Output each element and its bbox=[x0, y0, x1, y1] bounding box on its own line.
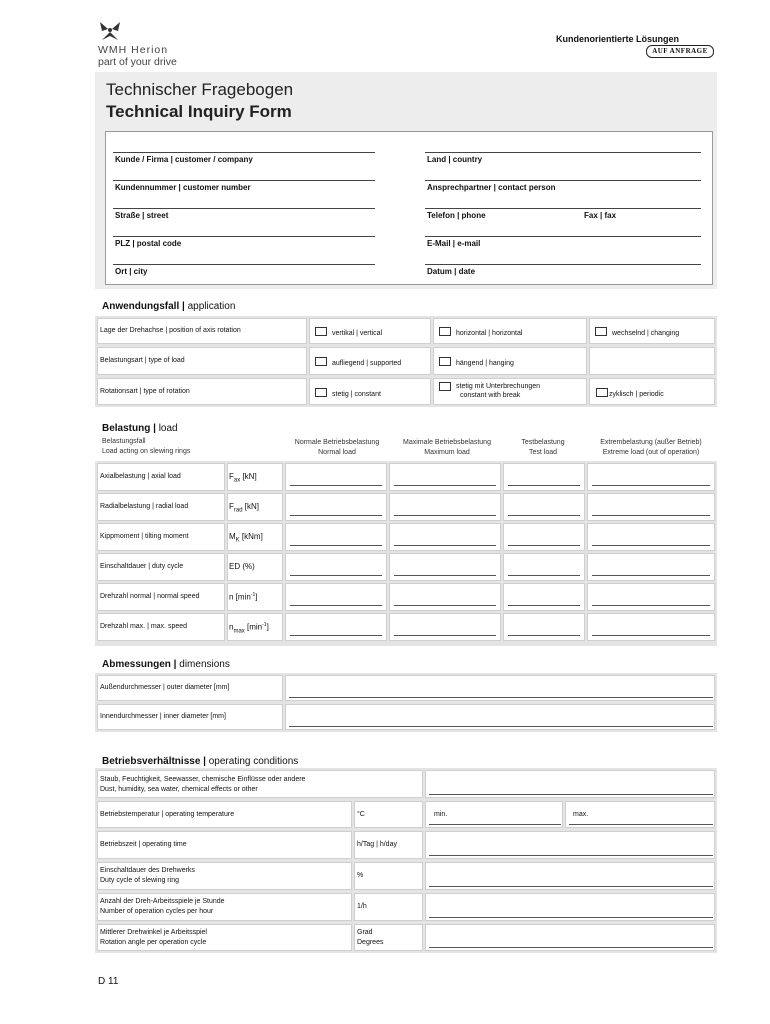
app-row-rotation-label: Rotationsart | type of rotation bbox=[100, 388, 190, 395]
load-value-cell[interactable] bbox=[389, 613, 501, 641]
field-city[interactable]: Ort | city bbox=[115, 267, 148, 276]
load-value-cell[interactable] bbox=[587, 553, 715, 581]
checkbox-icon bbox=[596, 388, 608, 397]
app-row-axis-label: Lage der Drehachse | position of axis rotation bbox=[100, 327, 241, 334]
load-row-label: Radialbelastung | radial load bbox=[100, 503, 189, 510]
checkbox-icon bbox=[315, 357, 327, 366]
load-value-cell[interactable] bbox=[587, 613, 715, 641]
checkbox-icon bbox=[315, 388, 327, 397]
request-stamp: AUF ANFRAGE bbox=[646, 45, 714, 58]
op-angle-unit: Grad Degrees bbox=[357, 929, 384, 946]
section-load: Belastung | load bbox=[102, 423, 178, 434]
load-row-label: Einschaltdauer | duty cycle bbox=[100, 563, 184, 570]
load-row-symbol: $M_K$ [kNm] bbox=[229, 532, 263, 544]
load-value-cell[interactable] bbox=[285, 553, 387, 581]
checkbox-icon bbox=[595, 327, 607, 336]
field-postal-code[interactable]: PLZ | postal code bbox=[115, 239, 182, 248]
op-temperature-label: Betriebstemperatur | operating temperature bbox=[100, 811, 235, 818]
load-value-cell[interactable] bbox=[587, 583, 715, 611]
load-value-cell[interactable] bbox=[389, 493, 501, 521]
load-value-cell[interactable] bbox=[587, 523, 715, 551]
checkbox-hanging[interactable]: hängend | hanging bbox=[439, 357, 514, 367]
load-case-en: Load acting on slewing rings bbox=[102, 448, 191, 455]
load-value-input[interactable] bbox=[394, 575, 496, 576]
load-row-symbol: $F_{ax}$ [kN] bbox=[229, 472, 257, 484]
op-cycles-label: Anzahl der Dreh-Arbeitsspiele je Stunde Number of operation cycles per hour bbox=[100, 898, 225, 915]
load-value-cell[interactable] bbox=[389, 583, 501, 611]
header-title: Kundenorientierte Lösungen bbox=[556, 34, 680, 44]
load-value-cell[interactable] bbox=[285, 463, 387, 491]
op-angle-label: Mittlerer Drehwinkel je Arbeitsspiel Rotation angle per operation cycle bbox=[100, 929, 207, 946]
section-operating-conditions: Betriebsverhältnisse | operating conditions bbox=[102, 756, 299, 767]
op-environment-label: Staub, Feuchtigkeit, Seewasser, chemische Einflüsse oder andere Dust, humidity, sea water, chemical effects or other bbox=[100, 776, 306, 793]
load-value-input[interactable] bbox=[394, 515, 496, 516]
load-value-cell[interactable] bbox=[503, 523, 585, 551]
logo-mark-icon bbox=[98, 20, 122, 42]
app-row-load-label: Belastungsart | type of load bbox=[100, 357, 185, 364]
logo bbox=[98, 20, 188, 68]
load-value-cell[interactable] bbox=[503, 493, 585, 521]
checkbox-icon bbox=[439, 357, 451, 366]
cycles-per-hour-input[interactable] bbox=[429, 917, 713, 918]
op-duty-cycle-unit: % bbox=[357, 872, 364, 879]
load-value-cell[interactable] bbox=[285, 583, 387, 611]
load-value-input[interactable] bbox=[290, 485, 382, 486]
load-value-input[interactable] bbox=[290, 575, 382, 576]
load-value-cell[interactable] bbox=[587, 493, 715, 521]
load-value-cell[interactable] bbox=[285, 523, 387, 551]
load-value-input[interactable] bbox=[290, 635, 382, 636]
op-temperature-min: min. bbox=[434, 811, 448, 818]
load-value-cell[interactable] bbox=[503, 613, 585, 641]
load-value-input[interactable] bbox=[592, 605, 710, 606]
field-street[interactable]: Straße | street bbox=[115, 211, 169, 220]
checkbox-constant[interactable]: stetig | constant bbox=[315, 388, 381, 398]
col-maximum-load: Maximale Betriebsbelastung Maximum load bbox=[403, 439, 491, 456]
load-value-input[interactable] bbox=[592, 575, 710, 576]
load-value-cell[interactable] bbox=[587, 463, 715, 491]
field-email[interactable]: E-Mail | e-mail bbox=[427, 239, 481, 248]
checkbox-constant-with-break[interactable]: stetig mit Unterbrechungen constant with break bbox=[439, 382, 540, 400]
load-value-cell[interactable] bbox=[503, 583, 585, 611]
col-normal-load: Normale Betriebsbelastung Normal load bbox=[294, 439, 380, 456]
temperature-max-input[interactable] bbox=[569, 824, 713, 825]
section-dimensions: Abmessungen | dimensions bbox=[102, 659, 230, 670]
op-time-unit: h/Tag | h/day bbox=[357, 841, 397, 848]
load-value-cell[interactable] bbox=[389, 523, 501, 551]
section-application: Anwendungsfall | application bbox=[102, 301, 236, 312]
op-temperature-max: max. bbox=[573, 811, 589, 818]
field-date[interactable]: Datum | date bbox=[427, 267, 476, 276]
col-test-load: Testbelastung Test load bbox=[521, 439, 565, 456]
load-row-symbol: $F_{rad}$ [kN] bbox=[229, 502, 260, 514]
op-cycles-unit: 1/h bbox=[357, 903, 367, 910]
load-row-label: Drehzahl normal | normal speed bbox=[100, 593, 200, 600]
inner-diameter-input[interactable] bbox=[289, 726, 713, 727]
field-contact-person[interactable]: Ansprechpartner | contact person bbox=[427, 183, 556, 192]
load-row-label: Axialbelastung | axial load bbox=[100, 473, 181, 480]
duty-cycle-input[interactable] bbox=[429, 886, 713, 887]
load-row-symbol: ED (%) bbox=[229, 562, 255, 571]
checkbox-vertical[interactable]: vertikal | vertical bbox=[315, 327, 382, 337]
load-value-cell[interactable] bbox=[285, 613, 387, 641]
load-value-input[interactable] bbox=[290, 515, 382, 516]
op-duty-cycle-label: Einschaltdauer des Drehwerks Duty cycle of slewing ring bbox=[100, 867, 195, 884]
load-value-cell[interactable] bbox=[285, 493, 387, 521]
load-value-cell[interactable] bbox=[503, 553, 585, 581]
checkbox-periodic[interactable]: zyklisch | periodic bbox=[596, 388, 664, 398]
op-time-label: Betriebszeit | operating time bbox=[100, 841, 187, 848]
dim-inner-diameter: Innendurchmesser | inner diameter [mm] bbox=[100, 713, 226, 720]
load-value-input[interactable] bbox=[394, 485, 496, 486]
load-value-input[interactable] bbox=[592, 485, 710, 486]
field-customer-company[interactable]: Kunde / Firma | customer / company bbox=[115, 155, 253, 164]
checkbox-icon bbox=[439, 382, 451, 391]
page-number: D 11 bbox=[98, 976, 119, 987]
load-value-input[interactable] bbox=[592, 635, 710, 636]
load-row-label: Kippmoment | tilting moment bbox=[100, 533, 189, 540]
load-case-de: Belastungsfall bbox=[102, 438, 146, 445]
load-value-input[interactable] bbox=[592, 545, 710, 546]
load-value-input[interactable] bbox=[508, 635, 580, 636]
checkbox-horizontal[interactable]: horizontal | horizontal bbox=[439, 327, 522, 337]
field-fax[interactable]: Fax | fax bbox=[584, 211, 617, 220]
brand-name: WMH Herion bbox=[98, 44, 169, 56]
operating-time-input[interactable] bbox=[429, 855, 713, 856]
brand-tagline: part of your drive bbox=[98, 56, 177, 68]
load-value-input[interactable] bbox=[508, 545, 580, 546]
rotation-angle-input[interactable] bbox=[429, 947, 713, 948]
checkbox-icon bbox=[439, 327, 451, 336]
load-value-cell[interactable] bbox=[389, 553, 501, 581]
load-value-input[interactable] bbox=[394, 545, 496, 546]
field-country[interactable]: Land | country bbox=[427, 155, 483, 164]
load-value-input[interactable] bbox=[508, 485, 580, 486]
environment-input[interactable] bbox=[429, 794, 713, 795]
dim-outer-diameter: Außendurchmesser | outer diameter [mm] bbox=[100, 684, 230, 691]
op-temperature-unit: °C bbox=[357, 811, 365, 818]
load-row-symbol: $n_{max}$ $[\min^{-1}]$ bbox=[229, 622, 269, 635]
load-value-cell[interactable] bbox=[503, 463, 585, 491]
load-value-input[interactable] bbox=[592, 515, 710, 516]
load-row-label: Drehzahl max. | max. speed bbox=[100, 623, 188, 630]
load-value-cell[interactable] bbox=[389, 463, 501, 491]
form-title-en: Technical Inquiry Form bbox=[106, 102, 292, 121]
field-phone[interactable]: Telefon | phone bbox=[427, 211, 486, 220]
temperature-min-input[interactable] bbox=[429, 824, 561, 825]
form-title-de: Technischer Fragebogen bbox=[106, 80, 294, 99]
checkbox-changing[interactable]: wechselnd | changing bbox=[595, 327, 679, 337]
field-customer-number[interactable]: Kundennummer | customer number bbox=[115, 183, 251, 192]
load-value-input[interactable] bbox=[508, 515, 580, 516]
outer-diameter-input[interactable] bbox=[289, 697, 713, 698]
load-value-input[interactable] bbox=[290, 605, 382, 606]
load-value-input[interactable] bbox=[394, 635, 496, 636]
load-row-symbol: n $[\min^{-1}]$ bbox=[229, 592, 258, 602]
checkbox-icon bbox=[315, 327, 327, 336]
checkbox-supported[interactable]: aufliegend | supported bbox=[315, 357, 401, 367]
load-value-input[interactable] bbox=[290, 545, 382, 546]
load-value-input[interactable] bbox=[508, 605, 580, 606]
col-extreme-load: Extrembelastung (außer Betrieb) Extreme load (out of operation) bbox=[600, 439, 702, 456]
load-value-input[interactable] bbox=[508, 575, 580, 576]
load-value-input[interactable] bbox=[394, 605, 496, 606]
